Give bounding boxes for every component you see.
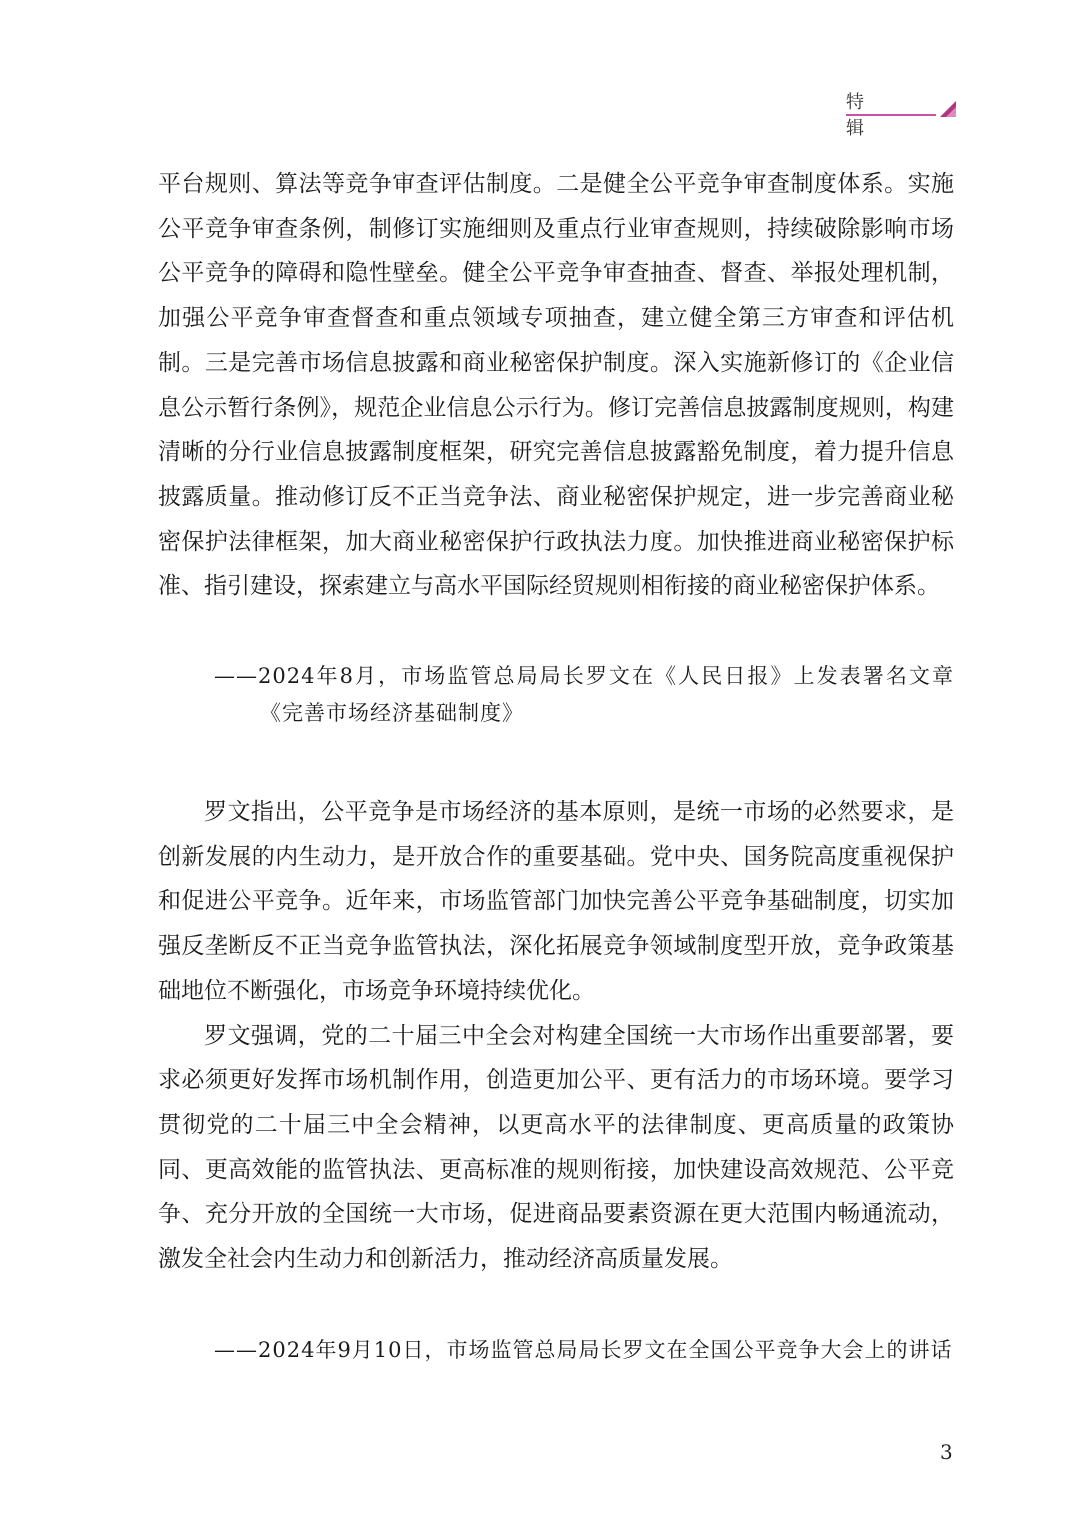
page-number: 3 [940, 1440, 953, 1464]
header-rule [846, 114, 936, 116]
passage-2-attribution: ——2024年9月10日，市场监管总局局长罗文在全国公平竞争大会上的讲话 [214, 1338, 953, 1362]
section-title: 特 辑 [846, 92, 882, 139]
section-header [846, 84, 956, 139]
passage-1 [158, 162, 954, 609]
passage-2-paragraph-1: 罗文指出，公平竞争是市场经济的基本原则，是统一市场的必然要求，是创新发展的内生动力，是开放合作的重要基础。党中央、国务院高度重视保护和促进公平竞争。近年来，市场监管部门加快完善公平竞争基础制度，切实加强反垄断反不正当竞争监管执法，深化拓展竞争领域制度型开放，竞争政策基础地位不断强化，市场竞争环境持续优化。 [158, 799, 954, 1004]
passage-1-text: 平台规则、算法等竞争审查评估制度。二是健全公平竞争审查制度体系。实施公平竞争审查条例，制修订实施细则及重点行业审查规则，持续破除影响市场公平竞争的障碍和隐性壁垒。健全公平竞争审查抽查、督查、举报处理机制，加强公平竞争审查督查和重点领域专项抽查，建立健全第三方审查和评估机制。三是完善市场信息披露和商业秘密保护制度。深入实施新修订的《企业信息公示暂行条例》，规范企业信息公示行为。修订完善信息披露制度规则，构建清晰的分行业信息披露制度框架，研究完善信息披露豁免制度，着力提升信息披露质量。推动修订反不正当竞争法、商业秘密保护规定，进一步完善商业秘密保护法律框架，加大商业秘密保护行政执法力度。加快推进商业秘密保护标准、指引建设，探索建立与高水平国际经贸规则相衔接的商业秘密保护体系。 [158, 171, 954, 600]
passage-1-attribution: ——2024年8月，市场监管总局局长罗文在《人民日报》上发表署名文章《完善市场经济基础制度》 [214, 664, 954, 725]
corner-triangle-icon [940, 101, 956, 117]
passage-2 [158, 790, 954, 1282]
passage-2-paragraph-2: 罗文强调，党的二十届三中全会对构建全国统一大市场作出重要部署，要求必须更好发挥市场机制作用，创造更加公平、更有活力的市场环境。要学习贯彻党的二十届三中全会精神，以更高水平的法律制度、更高质量的政策协同、更高效能的监管执法、更高标准的规则衔接，加快建设高效规范、公平竞争、充分开放的全国统一大市场，促进商品要素资源在更大范围内畅通流动，激发全社会内生动力和创新活力，推动经济高质量发展。 [158, 1022, 954, 1273]
